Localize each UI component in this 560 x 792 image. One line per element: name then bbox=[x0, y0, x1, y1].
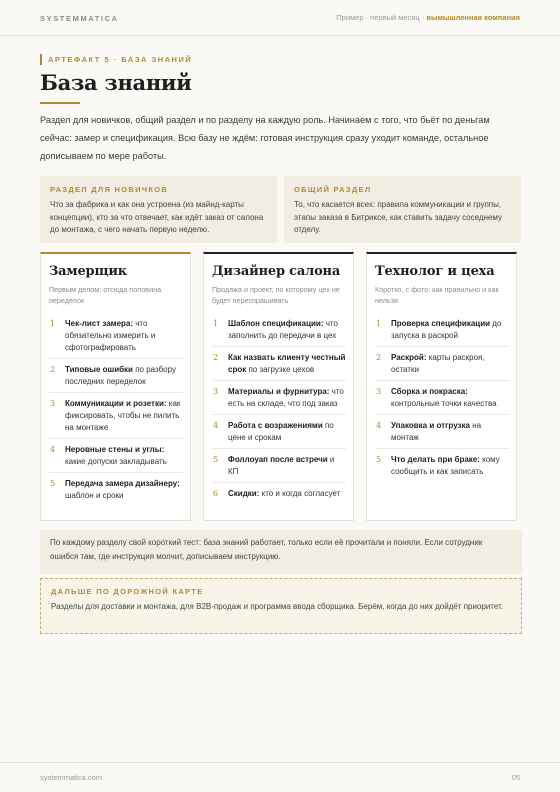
item-number: 4 bbox=[376, 421, 382, 430]
list-item bbox=[375, 420, 509, 449]
role-subtitle: Продажа и проект, по которому цех не будет переспрашивать bbox=[212, 285, 340, 305]
newbie-section-text: Что за фабрика и как она устроена (из майнд-карты концепции), кто за что отвечает, как идёт заказ от салона до монтажа, с чего начать первую неделю. bbox=[50, 200, 264, 234]
roadmap-heading: ДАЛЬШЕ ПО ДОРОЖНОЙ КАРТЕ bbox=[51, 587, 204, 596]
item-number: 1 bbox=[213, 319, 219, 328]
item-text: шаблон и сроки bbox=[65, 491, 124, 500]
general-section-text: То, что касается всех: правила коммуникации и группы, этапы заказа в Битриксе, как ставить задачу соседнему отделу. bbox=[294, 200, 503, 234]
list-item bbox=[49, 478, 183, 506]
item-number: 4 bbox=[50, 445, 56, 454]
newbie-section-box bbox=[40, 176, 277, 243]
item-text: до запуска в раскрой bbox=[391, 319, 502, 340]
role-column-technologist bbox=[366, 252, 517, 521]
item-text: что обязательно измерить и сфотографировать bbox=[65, 319, 156, 352]
item-text: по разбору последних переделок bbox=[65, 365, 176, 386]
item-title: Фоллоуап после встречи bbox=[228, 455, 328, 464]
item-text: как фиксировать, чтобы не пилить на монтаже bbox=[65, 399, 181, 432]
list-item bbox=[212, 318, 346, 347]
item-number: 1 bbox=[50, 319, 56, 328]
item-title: Скидки: bbox=[228, 489, 260, 498]
item-number: 5 bbox=[213, 455, 219, 464]
page-number: 05 bbox=[511, 773, 520, 782]
section-kicker: АРТЕФАКТ 5 · БАЗА ЗНАНИЙ bbox=[40, 54, 192, 65]
item-number: 2 bbox=[376, 353, 382, 362]
list-item bbox=[49, 398, 183, 439]
list-item bbox=[212, 352, 346, 381]
item-title: Работа с возражениями bbox=[228, 421, 323, 430]
title-underline bbox=[40, 102, 80, 104]
item-text: контрольные точки качества bbox=[391, 399, 497, 408]
item-text: что есть на складе, что под заказ bbox=[228, 387, 344, 408]
role-topic-list bbox=[49, 318, 183, 511]
item-number: 1 bbox=[376, 319, 382, 328]
item-text: какие допуски закладывать bbox=[65, 457, 167, 466]
item-title: Шаблон спецификации: bbox=[228, 319, 324, 328]
breadcrumb-company: вымышленная компания bbox=[426, 13, 520, 22]
item-text: кто и когда согласует bbox=[259, 489, 341, 498]
top-bar bbox=[0, 0, 560, 36]
brand-name: SYSTEMMATICA bbox=[40, 14, 119, 23]
item-title: Коммуникации и розетки: bbox=[65, 399, 167, 408]
role-title: Технолог и цеха bbox=[375, 264, 495, 279]
role-title: Дизайнер салона bbox=[212, 264, 341, 279]
item-title: Неровные стены и углы: bbox=[65, 445, 165, 454]
item-text: по загрузке цехов bbox=[246, 365, 315, 374]
role-column-designer bbox=[203, 252, 354, 521]
roadmap-text: Разделы для доставки и монтажа, для B2B-продаж и программа ввода сборщика. Берём, когда до них дойдёт приоритет. bbox=[51, 602, 504, 611]
role-column-measurer bbox=[40, 252, 191, 521]
list-item bbox=[49, 364, 183, 393]
testing-note: По каждому разделу свой короткий тест: база знаний работает, только если её прочитали и поняли. Если сотрудник ошибся там, где инструкция молчит, дописываем инструкцию. bbox=[40, 530, 522, 574]
list-item bbox=[375, 352, 509, 381]
item-title: Как назвать клиенту честный срок bbox=[228, 353, 346, 374]
intro-paragraph: Раздел для новичков, общий раздел и по разделу на каждую роль. Начинаем с того, что бьёт по деньгам сейчас: замер и спецификация. Всю базу не ждём: готовая инструкция сразу уходит команде, остальное дописываем по мере работы. bbox=[40, 115, 490, 161]
item-text: по цене и срокам bbox=[228, 421, 334, 442]
list-item bbox=[49, 444, 183, 473]
item-text: кому сообщить и как записать bbox=[391, 455, 500, 476]
item-number: 3 bbox=[50, 399, 56, 408]
item-number: 5 bbox=[376, 455, 382, 464]
list-item bbox=[212, 488, 346, 504]
breadcrumb-prefix: Пример · первый месяц · bbox=[336, 13, 427, 22]
role-topic-list bbox=[212, 318, 346, 509]
item-title: Упаковка и отгрузка bbox=[391, 421, 470, 430]
list-item bbox=[375, 454, 509, 482]
newbie-section-heading: РАЗДЕЛ ДЛЯ НОВИЧКОВ bbox=[50, 185, 169, 194]
item-title: Материалы и фурнитура: bbox=[228, 387, 330, 396]
role-subtitle: Первым делом: отсюда половина переделок bbox=[49, 285, 162, 305]
item-number: 5 bbox=[50, 479, 56, 488]
roadmap-callout bbox=[40, 578, 522, 634]
item-title: Типовые ошибки bbox=[65, 365, 133, 374]
general-section-heading: ОБЩИЙ РАЗДЕЛ bbox=[294, 185, 372, 194]
page-title: База знаний bbox=[40, 70, 192, 95]
item-number: 6 bbox=[213, 489, 219, 498]
item-number: 2 bbox=[213, 353, 219, 362]
item-number: 3 bbox=[213, 387, 219, 396]
role-topic-list bbox=[375, 318, 509, 487]
footer-site-link[interactable]: systemmatica.com bbox=[40, 773, 103, 782]
item-text: на монтаж bbox=[391, 421, 482, 442]
role-subtitle: Коротко, с фото: как правильно и как нельзя bbox=[375, 285, 499, 305]
breadcrumb bbox=[336, 13, 520, 22]
item-text: и КП bbox=[228, 455, 335, 476]
list-item bbox=[375, 318, 509, 347]
item-title: Что делать при браке: bbox=[391, 455, 480, 464]
item-number: 2 bbox=[50, 365, 56, 374]
list-item bbox=[49, 318, 183, 359]
item-title: Сборка и покраска: bbox=[391, 387, 468, 396]
item-number: 3 bbox=[376, 387, 382, 396]
item-title: Чек-лист замера: bbox=[65, 319, 134, 328]
general-section-box bbox=[284, 176, 521, 243]
item-title: Передача замера дизайнеру: bbox=[65, 479, 180, 488]
role-title: Замерщик bbox=[49, 264, 127, 279]
item-text: карты раскроя, остатки bbox=[391, 353, 485, 374]
list-item bbox=[212, 454, 346, 483]
page-footer bbox=[0, 762, 560, 792]
list-item bbox=[212, 420, 346, 449]
item-text: что заполнить до передачи в цех bbox=[228, 319, 338, 340]
list-item bbox=[375, 386, 509, 415]
item-title: Раскрой: bbox=[391, 353, 427, 362]
item-title: Проверка спецификации bbox=[391, 319, 491, 328]
list-item bbox=[212, 386, 346, 415]
item-number: 4 bbox=[213, 421, 219, 430]
